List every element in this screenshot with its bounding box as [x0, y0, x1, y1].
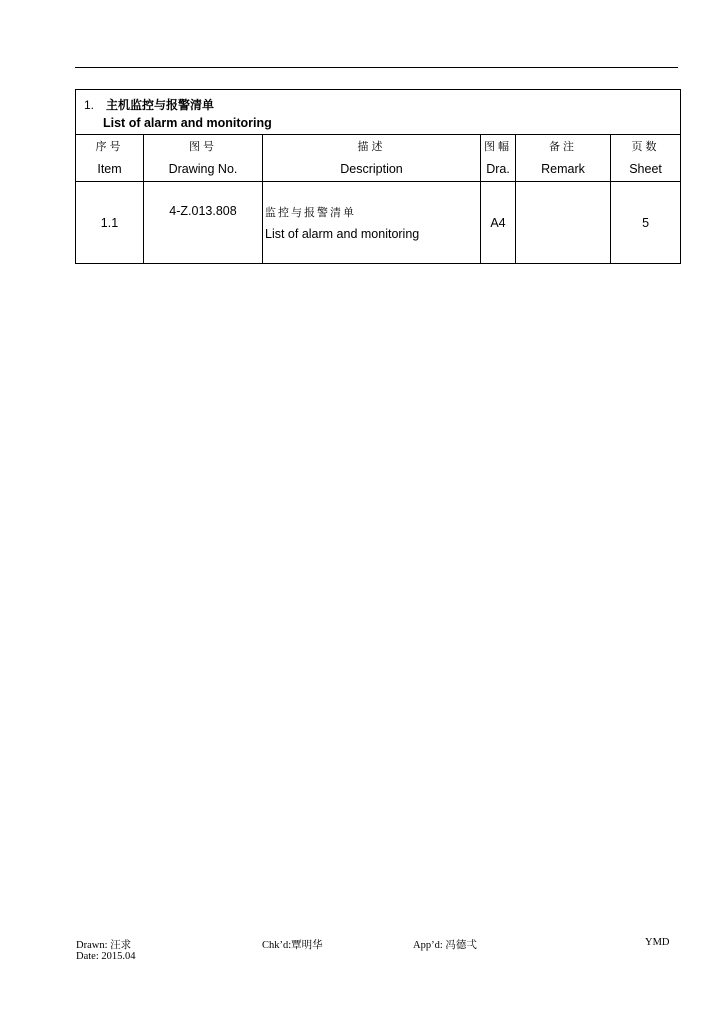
cell-format: A4 — [481, 182, 516, 264]
drawing-list-table — [75, 89, 681, 264]
header-drawing-no — [144, 135, 263, 182]
table-header-row — [76, 135, 681, 182]
header-format-zh: 图幅 — [484, 140, 512, 153]
section-title-zh: 主机监控与报警清单 — [106, 97, 215, 112]
cell-drawing-no: 4-Z.013.808 — [144, 182, 263, 264]
header-item-zh: 序号 — [95, 140, 124, 153]
section-number: 1. — [84, 97, 95, 112]
header-sheet-zh: 页数 — [631, 140, 660, 153]
footer-approved: App’d: 冯德弌 — [413, 940, 477, 951]
header-format — [481, 135, 516, 182]
footer-company: YMD — [645, 937, 670, 948]
footer-date: Date: 2015.04 — [76, 951, 136, 962]
footer-checked: Chk’d:覃明华 — [262, 940, 323, 951]
top-rule — [75, 67, 678, 68]
cell-item: 1.1 — [76, 182, 144, 264]
header-item — [76, 135, 144, 182]
header-sheet-en: Sheet — [629, 162, 662, 176]
header-remark-en: Remark — [541, 162, 585, 176]
header-format-en: Dra. — [486, 162, 510, 176]
footer-drawn: Drawn: 汪求 — [76, 940, 132, 951]
header-drawing-no-en: Drawing No. — [168, 162, 238, 176]
table-row — [76, 182, 681, 264]
header-remark — [516, 135, 611, 182]
header-drawing-no-zh: 图号 — [189, 140, 217, 153]
cell-remark — [516, 182, 611, 264]
cell-description-zh: 监控与报警清单 — [265, 205, 356, 219]
cell-sheet: 5 — [611, 182, 681, 264]
header-item-en: Item — [97, 162, 122, 176]
header-description — [263, 135, 481, 182]
cell-description-en: List of alarm and monitoring — [265, 226, 420, 241]
section-heading — [76, 90, 681, 135]
header-description-en: Description — [340, 162, 403, 176]
section-title-zh-line — [84, 96, 680, 114]
header-sheet — [611, 135, 681, 182]
header-description-zh: 描述 — [357, 140, 386, 153]
header-remark-zh: 备注 — [549, 140, 577, 153]
cell-description — [263, 182, 481, 264]
section-title-en: List of alarm and monitoring — [103, 115, 272, 130]
